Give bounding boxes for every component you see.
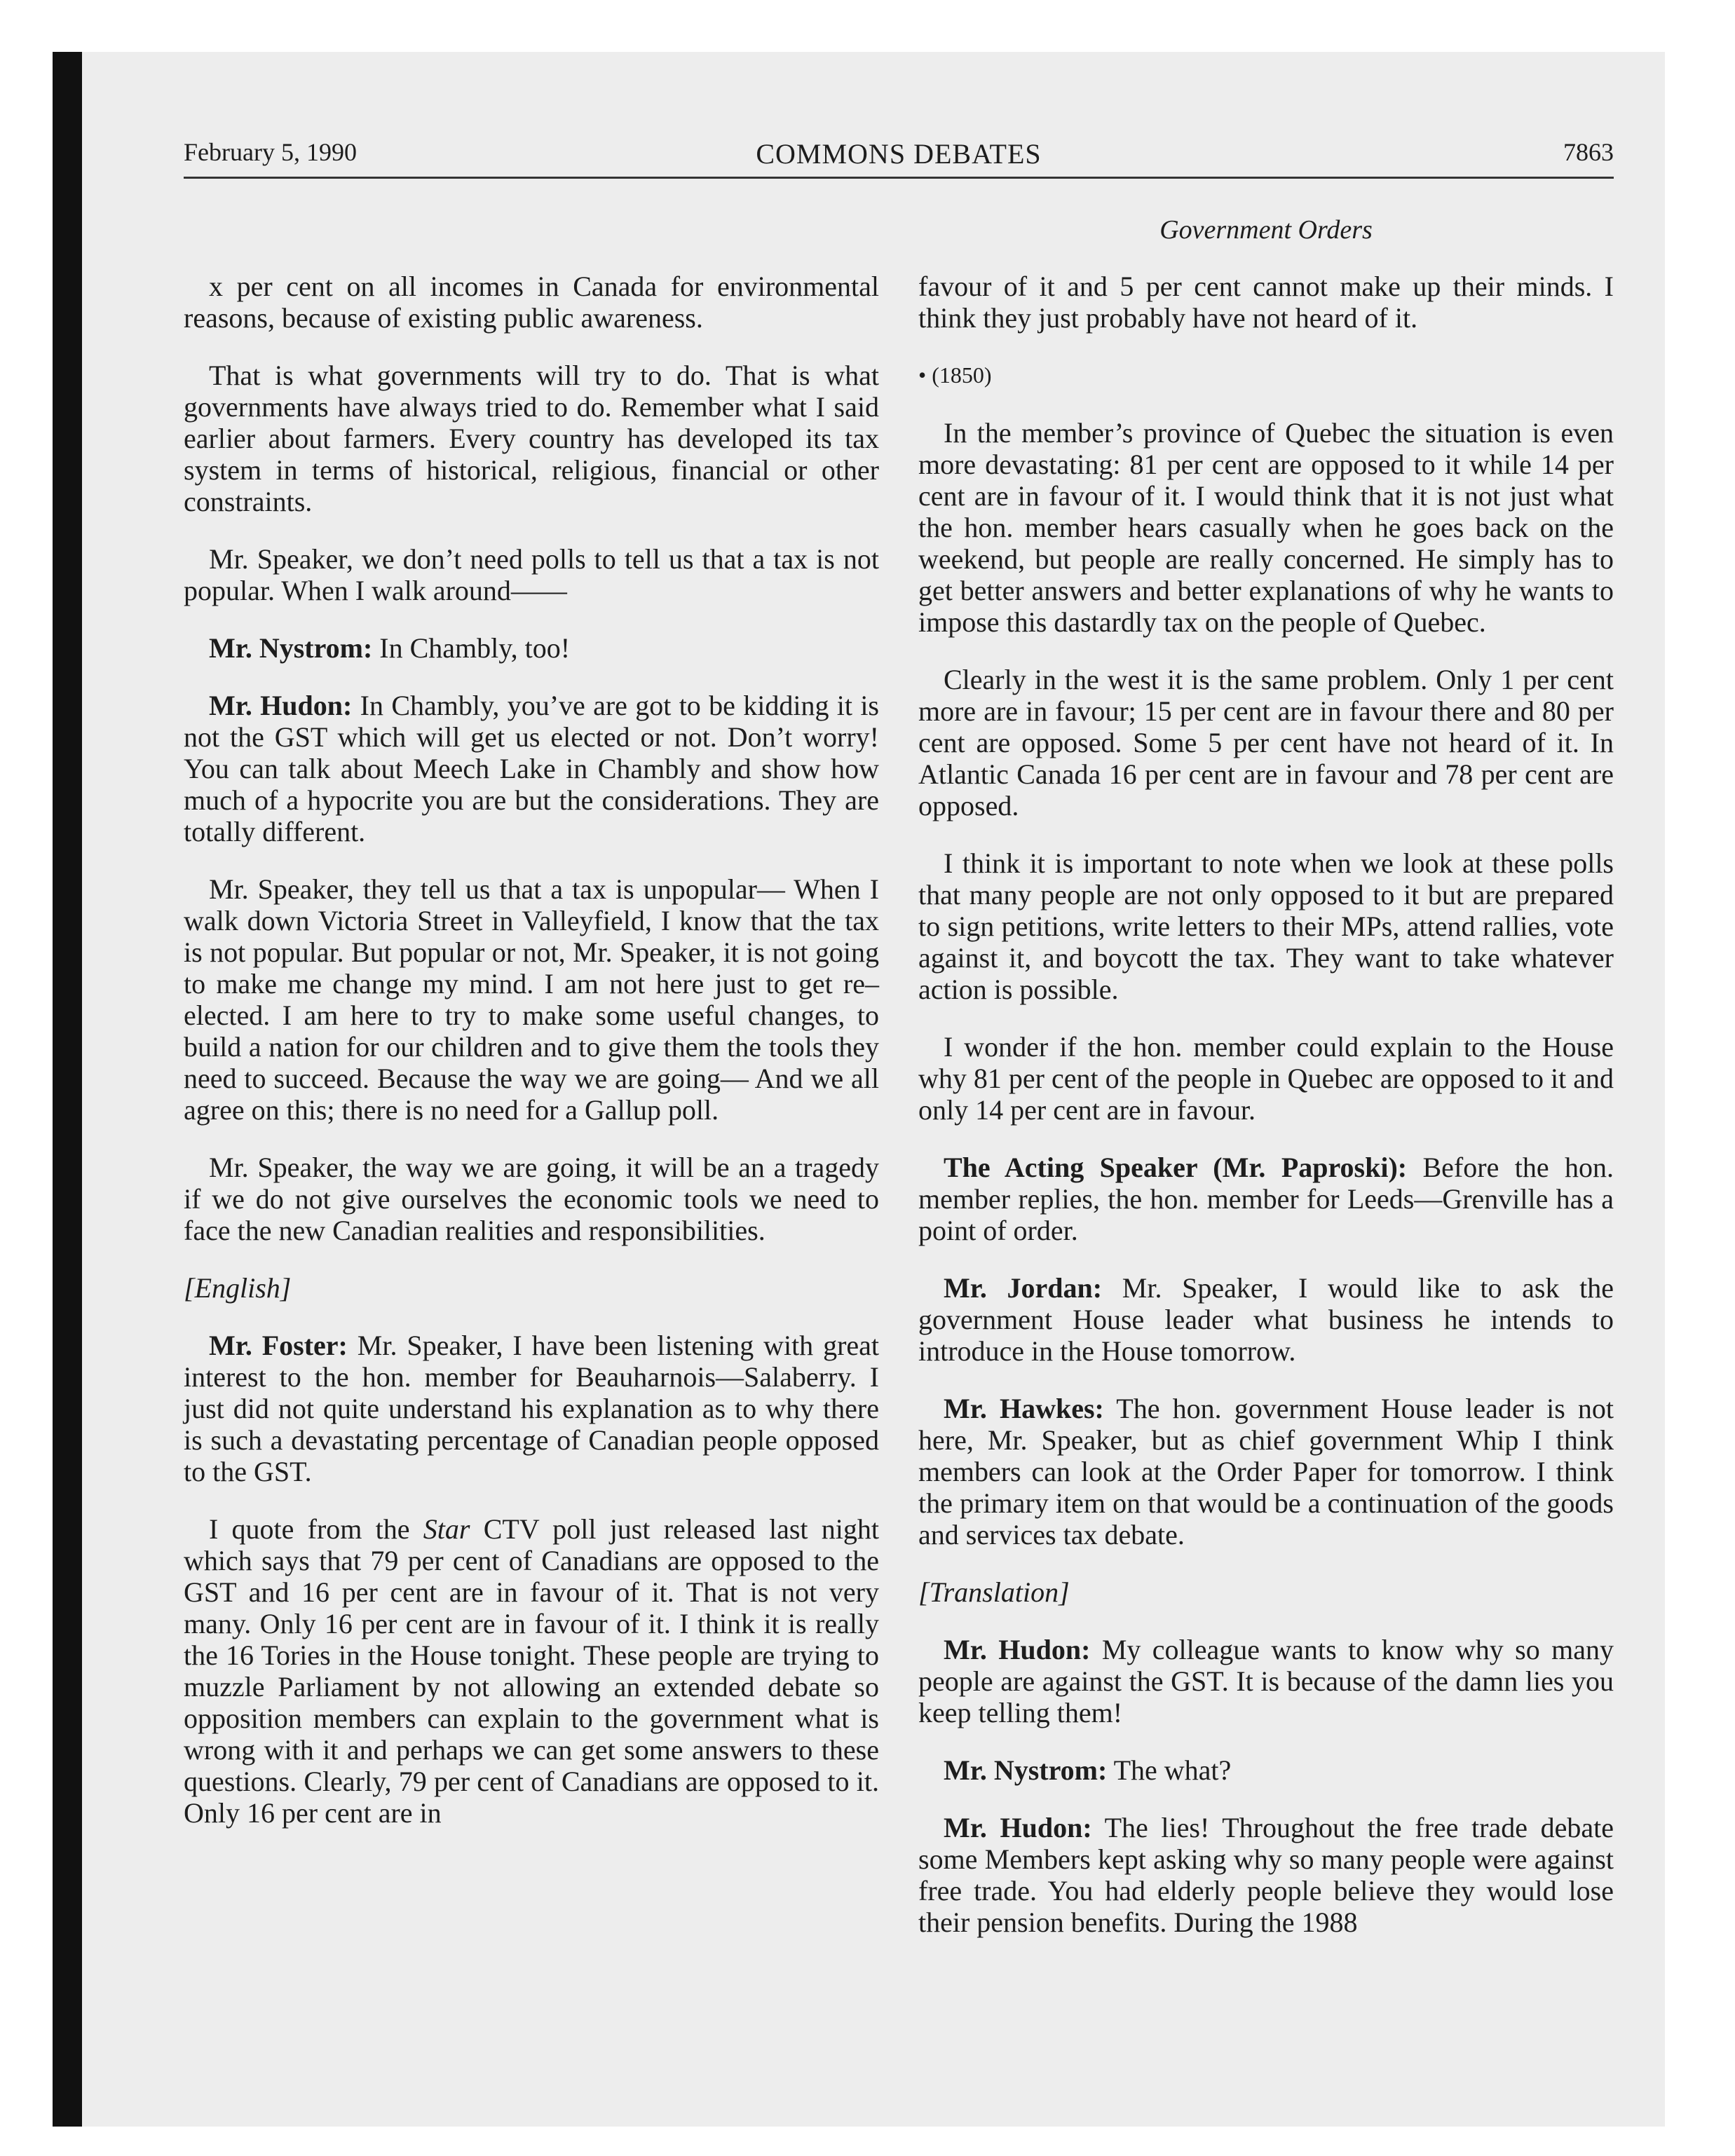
paragraph-text: Mr. Speaker, the way we are going, it will be an a tragedy if we do not give ourselves the economic tools we need to face the new Canadian realities and responsibilities. <box>184 1152 879 1246</box>
text-paragraph <box>184 360 879 517</box>
speech-paragraph <box>918 1152 1614 1246</box>
text-paragraph <box>184 873 879 1126</box>
paragraph-text: x per cent on all incomes in Canada for environmental reasons, because of existing public awareness. <box>184 271 879 334</box>
speaker-name: Mr. Hudon: <box>944 1634 1091 1665</box>
paragraph-text: I quote from the <box>209 1513 423 1545</box>
section-label: Government Orders <box>1159 215 1373 245</box>
paragraph-text: Mr. Speaker, I would like to ask the government House leader what business he intends to introduce in the House tomorrow. <box>918 1272 1614 1367</box>
speech-paragraph <box>184 690 879 847</box>
header-date: February 5, 1990 <box>184 138 357 166</box>
paragraph-text: Mr. Speaker, I have been listening with great interest to the hon. member for Beauharnois—Salaberry. I just did not quite understand his explanation as to why there is such a devastating percentage of Canadian people opposed to the GST. <box>184 1330 880 1487</box>
speech-paragraph <box>918 1393 1614 1550</box>
speech-paragraph <box>184 632 879 664</box>
speaker-name: Mr. Foster: <box>209 1330 348 1361</box>
paragraph-text: My colleague wants to know why so many people are against the GST. It is because of the damn lies you keep telling them! <box>918 1634 1614 1728</box>
paragraph-text: The lies! Throughout the free trade debate some Members kept asking why so many people were against free trade. You had elderly people believe they would lose their pension benefits. During the 1988 <box>918 1812 1614 1938</box>
text-paragraph <box>918 417 1614 638</box>
header-title: COMMONS DEBATES <box>756 138 1042 170</box>
publication-name: Star <box>423 1513 470 1545</box>
paragraph-text: CTV poll just released last night which says that 79 per cent of Canadians are opposed to the GST and 16 per cent are in favour of it. That is not very many. Only 16 per cent are in favour of it. I think it is really the 16 Tories in the House tonight. These people are trying to muzzle Parliament by not allowing an extended debate so opposition members can explain to the government what is wrong with it and perhaps we can get some answers to these questions. Clearly, 79 per cent of Canadians are opposed to it. Only 16 per cent are in <box>184 1513 879 1829</box>
speaker-name: Mr. Hudon: <box>209 690 353 721</box>
left-column <box>184 271 879 1855</box>
header-page-number: 7863 <box>1563 138 1614 166</box>
text-paragraph <box>184 543 879 606</box>
paragraph-text: Clearly in the west it is the same problem. Only 1 per cent more are in favour; 15 per cent are in favour there and 80 per cent are opposed. Some 5 per cent have not heard of it. In Atlantic Canada 16 per cent are in favour and 78 per cent are opposed. <box>918 664 1614 821</box>
paragraph-text: The what? <box>1113 1754 1232 1786</box>
text-paragraph <box>184 1513 879 1829</box>
speaker-name: Mr. Nystrom: <box>944 1754 1108 1786</box>
time-marker: • (1850) <box>918 362 992 388</box>
paragraph-text: Mr. Speaker, they tell us that a tax is unpopular— When I walk down Victoria Street in Valleyfield, I know that the tax is not popular. But popular or not, Mr. Speaker, it is not going to make me change my mind. I am not here just to get re–elected. I am here to try to make some useful changes, to build a nation for our children and to give them the tools they need to succeed. Because the way we are going— And we all agree on this; there is no need for a Gallup poll. <box>184 873 879 1126</box>
text-paragraph <box>918 847 1614 1005</box>
paragraph-text: I wonder if the hon. member could explain to the House why 81 per cent of the people in Quebec are opposed to it and only 14 per cent are in favour. <box>918 1031 1614 1126</box>
paragraph-text: Mr. Speaker, we don’t need polls to tell us that a tax is not popular. When I walk around—— <box>184 543 879 606</box>
text-paragraph <box>918 664 1614 821</box>
speaker-name: Mr. Hawkes: <box>944 1393 1104 1424</box>
speaker-name: Mr. Hudon: <box>944 1812 1092 1843</box>
speech-paragraph <box>918 1634 1614 1728</box>
text-paragraph <box>918 271 1614 334</box>
paragraph-text: In the member’s province of Quebec the situation is even more devastating: 81 per cent are opposed to it while 14 per cent are in favour of it. I would think that it is not just what the hon. member hears casually when he goes back on the weekend, but people are really concerned. He simply has to get better answers and better explanations of why he wants to impose this dastardly tax on the people of Quebec. <box>918 417 1614 638</box>
speech-paragraph <box>918 1812 1614 1938</box>
paragraph-text: In Chambly, you’ve are got to be kidding it is not the GST which will get us elected or not. Don’t worry! You can talk about Meech Lake in Chambly and show how much of a hypocrite you are but the considerations. They are totally different. <box>184 690 879 847</box>
paragraph-text: Before the hon. member replies, the hon. member for Leeds—Grenville has a point of order. <box>918 1152 1614 1246</box>
text-paragraph <box>918 1031 1614 1126</box>
text-paragraph <box>184 1152 879 1246</box>
speaker-name: The Acting Speaker (Mr. Paproski): <box>944 1152 1408 1183</box>
paragraph-text: I think it is important to note when we look at these polls that many people are not only opposed to it but are prepared to sign petitions, write letters to their MPs, attend rallies, vote against it, and boycott the tax. They want to take whatever action is possible. <box>918 847 1614 1005</box>
page-header <box>184 137 1614 179</box>
paragraph-text: favour of it and 5 per cent cannot make up their minds. I think they just probably have not heard of it. <box>918 271 1614 334</box>
speech-paragraph <box>918 1754 1614 1786</box>
binding-shadow <box>53 52 82 2127</box>
paragraph-text: That is what governments will try to do. That is what governments have always tried to do. Remember what I said earlier about farmers. Every country has developed its tax system in terms of historical, religious, financial or other constraints. <box>184 360 879 517</box>
speaker-name: Mr. Jordan: <box>944 1272 1103 1304</box>
right-column <box>918 271 1614 1964</box>
header-rule <box>184 177 1614 179</box>
speech-paragraph <box>184 1330 879 1487</box>
language-tag: [Translation] <box>918 1576 1070 1608</box>
paragraph-text: The hon. government House leader is not here, Mr. Speaker, but as chief government Whip I think members can look at the Order Paper for tomorrow. I think the primary item on that would be a continuation of the goods and services tax debate. <box>918 1393 1614 1550</box>
language-tag: [English] <box>184 1272 292 1304</box>
speech-paragraph <box>918 1272 1614 1367</box>
text-paragraph <box>184 271 879 334</box>
paragraph-text: In Chambly, too! <box>379 632 571 664</box>
speaker-name: Mr. Nystrom: <box>209 632 373 664</box>
